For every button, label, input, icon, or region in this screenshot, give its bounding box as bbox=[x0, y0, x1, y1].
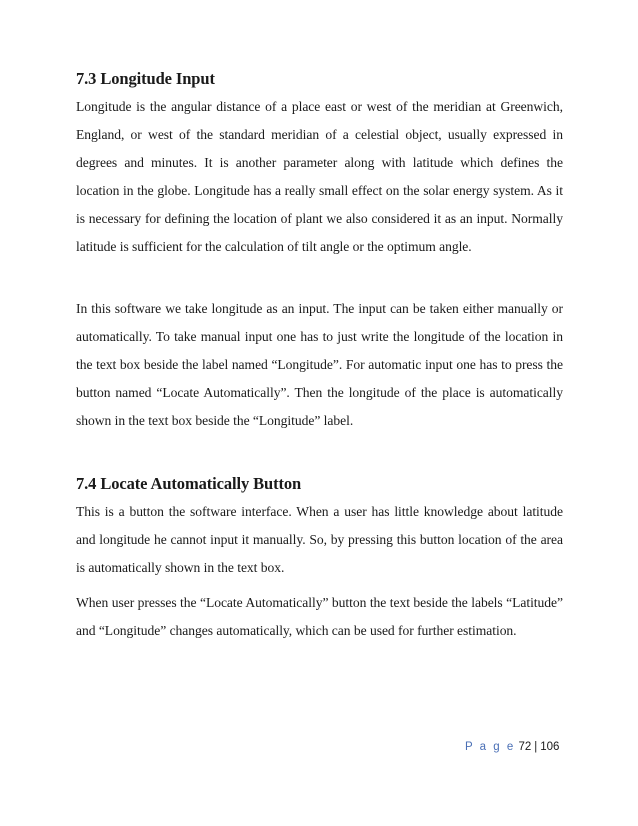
page-number: 72 bbox=[518, 741, 532, 753]
page-footer bbox=[465, 741, 559, 753]
section-paragraph: When user presses the “Locate Automatically” button the text beside the labels “Latitude” and “Longitude” changes automatically, which can be used for further estimation. bbox=[76, 595, 563, 639]
page-total: 106 bbox=[540, 741, 560, 753]
section-longitude-input bbox=[76, 68, 563, 435]
page-content bbox=[76, 68, 563, 646]
section-paragraph: In this software we take longitude as an input. The input can be taken either manually or automatically. To take manual input one has to just write the longitude of the location in the text box beside the label named “Longitude”. For automatic input one has to press the button named “Locate Automatically”. Then the longitude of the place is automatically shown in the text box beside the “Longitude” label. bbox=[76, 300, 563, 428]
section-paragraph: This is a button the software interface. When a user has little knowledge about latitude and longitude he cannot input it manually. So, by pressing this button location of the area is automatically shown in the text box. bbox=[76, 504, 563, 576]
section-paragraph: Longitude is the angular distance of a place east or west of the meridian at Greenwich, England, or west of the standard meridian of a celestial object, usually expressed in degrees and minutes. It is another parameter along with latitude which defines the location in the globe. Longitude has a really small effect on the solar energy system. As it is necessary for defining the location of plant we also considered it as an input. Normally latitude is sufficient for the calculation of tilt angle or the optimum angle. bbox=[76, 99, 563, 255]
section-heading: 7.3 Longitude Input bbox=[76, 69, 215, 88]
section-locate-automatically-button bbox=[76, 473, 563, 645]
page-separator: | bbox=[534, 741, 538, 753]
page-label: P a g e bbox=[465, 741, 516, 753]
section-heading: 7.4 Locate Automatically Button bbox=[76, 474, 302, 494]
